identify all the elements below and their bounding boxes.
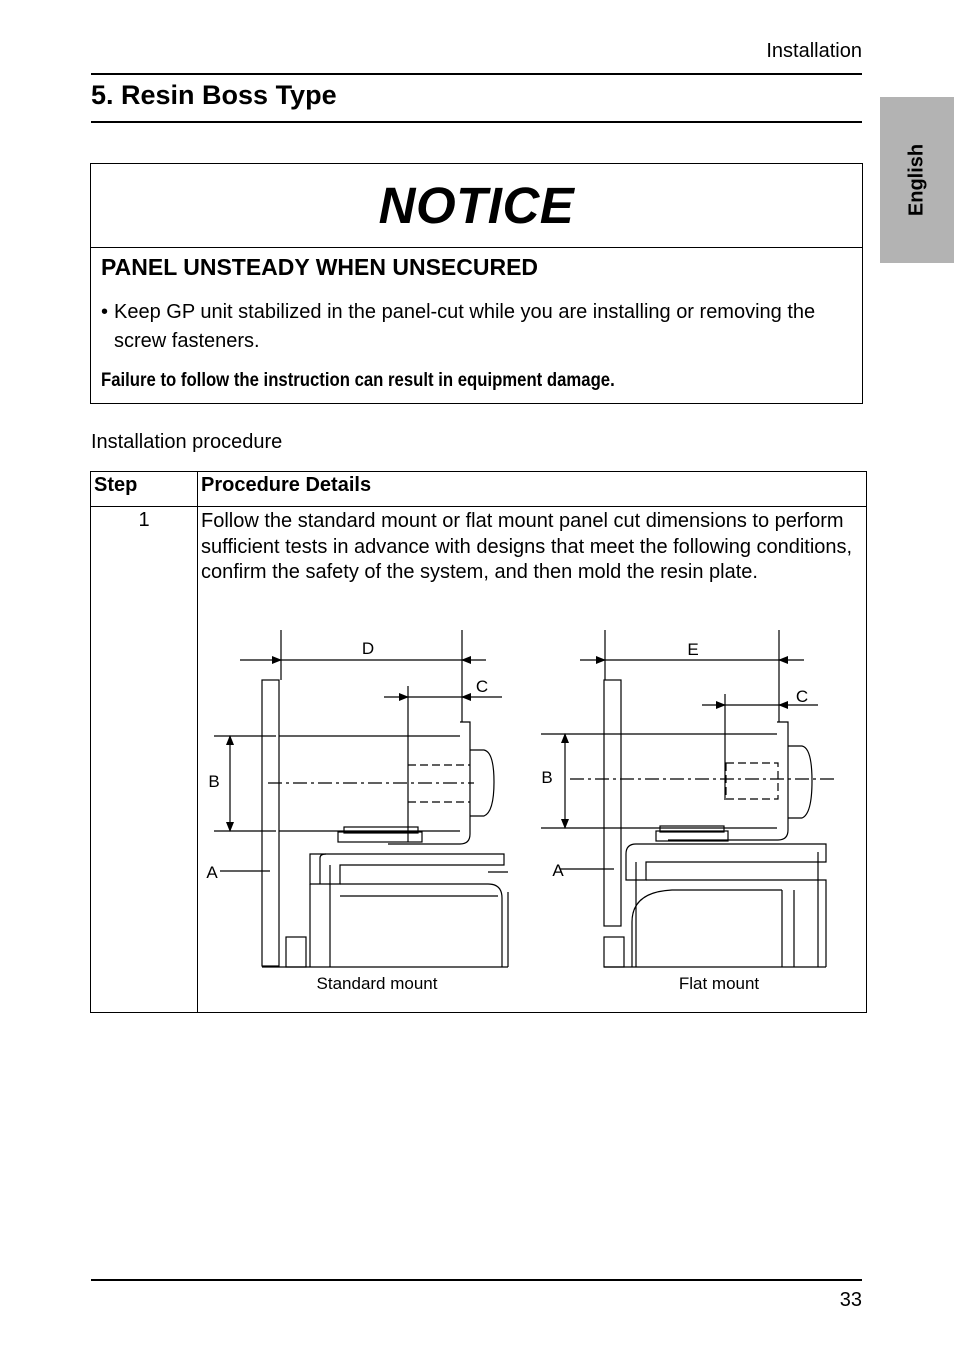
language-tab [880,97,954,263]
language-tab-label: English [905,143,928,217]
header-rule [91,73,862,75]
page-number: 33 [839,1289,862,1311]
dim-label-a-flat: A [552,861,564,880]
mount-diagrams [198,622,858,1007]
standard-mount-diagram [214,630,508,967]
dim-label-e: E [687,640,699,659]
notice-subheading: PANEL UNSTEADY WHEN UNSECURED [101,254,539,280]
bullet-icon: • [101,301,109,323]
dim-label-c-standard: C [475,677,489,696]
dim-label-d: D [361,639,375,658]
header-section-label: Installation [766,40,862,62]
flat-mount-diagram [541,630,838,967]
procedure-intro: Installation procedure [91,431,283,453]
notice-failure-text: Failure to follow the instruction can result in equipment damage. [101,370,615,391]
table-header-divider [91,506,866,507]
caption-standard-mount: Standard mount [316,974,438,993]
dim-label-a-standard: A [206,863,218,882]
dim-label-b-standard: B [208,772,220,791]
footer-rule [91,1279,862,1281]
caption-flat-mount: Flat mount [678,974,760,993]
notice-box [90,163,863,404]
title-rule [91,121,862,123]
page-title: 5. Resin Boss Type [91,80,337,110]
dim-label-b-flat: B [541,768,553,787]
notice-bullet [101,298,856,356]
table-header-step: Step [94,474,138,496]
mount-figure [198,622,858,1007]
table-header-details: Procedure Details [201,474,372,496]
notice-bullet-text: Keep GP unit stabilized in the panel-cut while you are installing or removing the screw fasteners. [114,301,816,352]
notice-heading: NOTICE [378,177,575,234]
dim-label-c-flat: C [795,687,809,706]
notice-heading-cell [91,164,862,248]
table-cell-details: Follow the standard mount or flat mount panel cut dimensions to perform sufficient tests in advance with designs that meet the following conditions, confirm the safety of the system, and then mold the resin plate. [201,510,853,583]
table-cell-step: 1 [138,509,150,531]
